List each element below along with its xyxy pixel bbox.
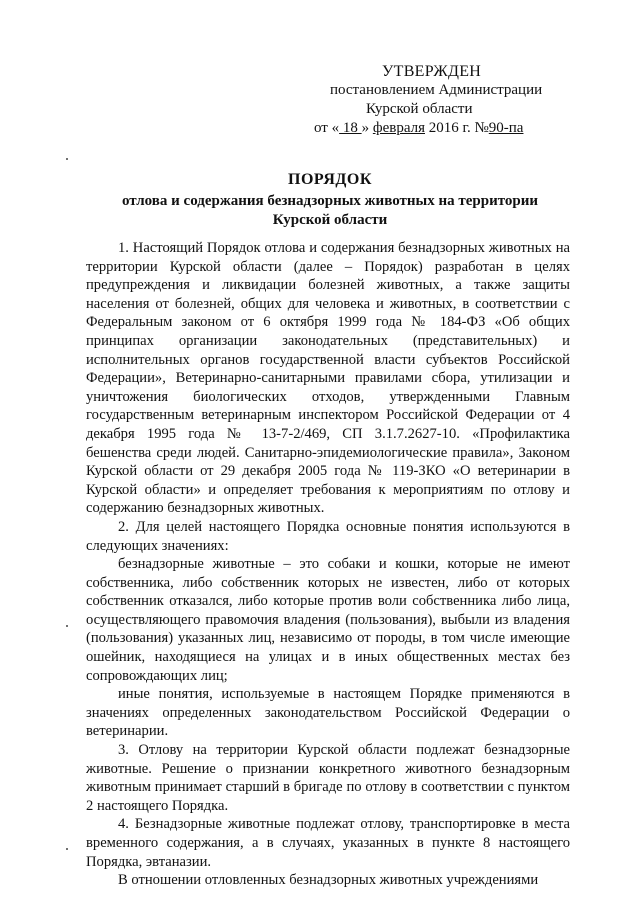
decree-number: 90-па	[488, 120, 524, 136]
paragraph-4: 4. Безнадзорные животные подлежат отлову, транспортировке в места временного содержания, а в случаях, указанных в пункте 8 настоящего Порядка, эвтаназии.	[86, 816, 570, 870]
paragraph-1: 1. Настоящий Порядок отлова и содержания безнадзорных животных на территории Курской области (далее – Порядок) разработан в целях предупреждения и ликвидации болезней животных, а также защиты населения от болезней, общих для человека и животных, в соответствии с Федеральным законом от 6 октября 1999 года № 184-ФЗ «Об общих принципах организации законодательных (представительных) и исполнительных органов государственной власти субъектов Российской Федерации», Ветеринарно-санитарными правилами сбора, утилизации и уничтожения биологических отходов, утвержденными Главным государственным ветеринарным инспектором Российской Федерации от 4 декабря 1995 года № 13-7-2/469, СП 3.1.7.2627-10. «Профилактика бешенства среди людей. Санитарно-эпидемиологические правила», Законом Курской области от 29 декабря 2005 года № 119-ЗКО «О ветеринарии в Курской области» и определяет требования к мероприятиям по отлову и содержанию безнадзорных животных.	[86, 240, 570, 517]
document-title: ПОРЯДОК	[288, 171, 372, 188]
approval-title: УТВЕРЖДЕН	[382, 63, 482, 80]
date-day: 18	[339, 120, 362, 136]
approval-region: Курской области	[366, 101, 473, 117]
approval-issuer: постановлением Администрации	[330, 82, 543, 98]
document-heading	[110, 170, 550, 230]
date-prefix: от «	[314, 120, 340, 136]
scan-speck	[66, 158, 68, 160]
approval-stamp	[300, 62, 570, 138]
paragraph-definition: безнадзорные животные – это собаки и кошки, которые не имеют собственника, либо собственник которых не известен, либо от которых собственник отказался, либо которые против воли собственника либо лица, осуществляющего правомочия владения (пользования), выбыли из владения (пользования) указанных лиц, независимо от породы, в том числе имеющие ошейник, находящиеся на улицах и в иных общественных местах без сопровождающих лиц;	[86, 556, 570, 684]
document-subtitle: отлова и содержания безнадзорных животных на территории Курской области	[121, 193, 539, 228]
paragraph-5-start: В отношении отловленных безнадзорных животных учреждениями	[118, 872, 539, 889]
scan-speck	[66, 625, 68, 627]
paragraph-2: 2. Для целей настоящего Порядка основные понятия используются в следующих значениях:	[86, 518, 570, 554]
date-year: 2016 г. №	[425, 120, 489, 136]
paragraph-3: 3. Отлову на территории Курской области подлежат безнадзорные животные. Решение о признании конкретного животного безнадзорным животным принимает старший в бригаде по отлову в соответствии с пунктом 2 настоящего Порядка.	[86, 742, 570, 814]
date-month: февраля	[372, 120, 425, 136]
approval-date-line	[300, 119, 570, 138]
document-body	[86, 239, 570, 890]
scan-speck	[66, 848, 68, 850]
date-mid: »	[361, 120, 373, 136]
paragraph-other-terms: иные понятия, используемые в настоящем Порядке применяются в значениях определенных законодательством Российской Федерации о ветеринарии.	[86, 686, 570, 740]
